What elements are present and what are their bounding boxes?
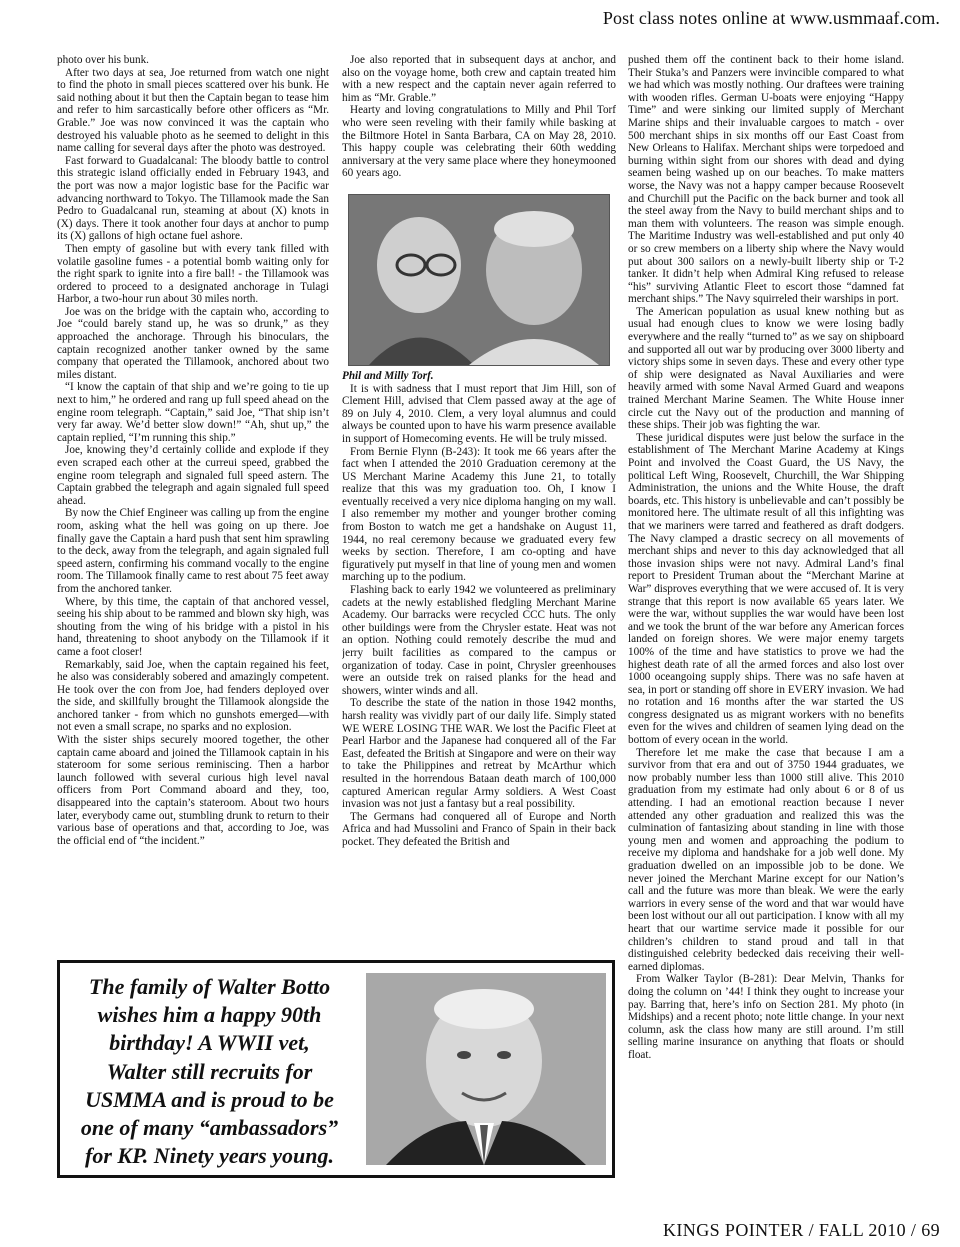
message-line: wishes him a happy 90th — [97, 1002, 322, 1028]
paragraph: Then empty of gasoline but with every tank filled with volatile gasoline fumes - a potential bomb waiting only for the right spark to ignite into a fire ball! - the Tillamook was ordered to proceed to a designated anchorage in Tulagi Harbor, a two-hour run about 30 miles north. — [57, 242, 329, 306]
torf-photo-image — [349, 195, 609, 365]
header-note: Post class notes online at www.usmmaaf.com. — [602, 8, 940, 28]
botto-photo-image — [366, 973, 606, 1165]
walter-botto-photo — [366, 973, 606, 1165]
paragraph: Joe was on the bridge with the captain who, according to Joe “could barely stand up, he was so drunk,” as they approached the anchorage. Through his binoculars, the captain recognized another tanker owned by the same company that operated the Tillamook, anchored about two miles distant. — [57, 305, 329, 381]
column-2 — [342, 54, 616, 944]
birthday-message — [72, 973, 347, 1170]
paragraph: After two days at sea, Joe returned from watch one night to find the photo in small pieces scattered over his bunk. He said nothing about it but then the Captain began to tease him and refer to him sarcastically before other officers as “Mr. Grable.” Joe was now convinced it was the captain who destroyed his valuable photo as he seemed to delight in this name calling for several days after the photo was destroyed. — [57, 66, 329, 155]
paragraph: With the sister ships securely moored together, the other captain came aboard and joined the Tillamook captain in his stateroom for some serious reminiscing. Then a harbor launch followed with several curious high level naval officers from Port Command aboard and they, too, disappeared into the captain’s stateroom. About two hours later, everybody came out, stumbling drunk to return to their various base of operations and that, according to Joe, was the official end of “the incident.” — [57, 734, 329, 847]
paragraph: photo over his bunk. — [57, 54, 149, 66]
message-line: The family of Walter Botto — [88, 974, 331, 999]
message-line: Walter still recruits for — [106, 1058, 313, 1084]
paragraph: To describe the state of the nation in those 1942 months, harsh reality was vividly part of our daily life. Simply stated WE WERE LOSING THE WAR. We lost the Pacific Fleet at Pearl Harbor and the Japanese had conquered all of the Far East, defeated the British at Singapore and were on their way to take the Philippines and retreat by McArthur which resulted in the horrendous Bataan death march of 100,000 captured American regular Army soldiers. A West Coast invasion was not just a fantasy but a real possibility. — [342, 697, 616, 811]
paragraph: Flashing back to early 1942 we volunteered as preliminary cadets at the newly established fledgling Merchant Marine Academy. Our barracks were recycled CCC huts. The only other buildings were from the Chrysler estate. Heat was not an option. Nothing could remotely describe the mud and jerry built facilities as compared to the campus or organization of today. Case in point, Chrysler greenhouses were an outside trek on raised planks for the head and showers, winter winds and all. — [342, 584, 616, 697]
paragraph: Remarkably, said Joe, when the captain regained his feet, he also was considerably sobered and amazingly competent. He took over the con from Joe, had fenders deployed over the side, and skillfully brought the Tillamook alongside the anchored tanker - from which no gunshots emerged—with not even a small scrape, no sparks and no explosion. — [57, 658, 329, 734]
paragraph: The Germans had conquered all of Europe and North Africa and had Mussolini and Franco of Spain in their back pocket. They defeated the British and — [342, 810, 616, 848]
column-1 — [57, 54, 329, 949]
paragraph: “I know the captain of that ship and we’re going to tie up next to him,” he ordered and rang up full speed ahead on the engine room telegraph. “Captain,” said Joe, “That ship isn’t very far away. We’d better slow down!” “Ah, shut up,” the captain replied, “I’m running this ship.” — [57, 381, 329, 444]
page-footer: KINGS POINTER / FALL 2010 / 69 — [663, 1220, 940, 1240]
paragraph: From Bernie Flynn (B-243): It took me 66 years after the fact when I attended the 2010 Graduation ceremony at the US Merchant Marine Academy this June 21, to totally realize that this was my graduation too. Oh, I know I eventually received a very nice diploma hanging on my wall. I also remember my mother and younger brother coming from Boston to watch me get a handshake on August 11, 1944, no real ceremony because we graduated every few weeks by section. Therefore, I am co-opting and have figuratively put myself in that line of young men and women marching up to the podium. — [342, 445, 616, 584]
message-line: one of many “ambassadors” — [80, 1115, 339, 1141]
paragraph: It is with sadness that I must report that Jim Hill, son of Clement Hill, advised that Clem passed away at the age of 89 on July 4, 2010. Clem, a very loyal alumnus and could always be counted upon to have his warm presence available in support of Homecoming events. He will be truly missed. — [342, 382, 616, 445]
paragraph: These juridical disputes were just below the surface in the establishment of The Merchant Marine Academy at Kings Point and involved the Coast Guard, the US Navy, the political Left Wing, Roosevelt, Churchill, the War Shipping Administration, the unions and the White House, the draft boards, etc. This history is unbelievable and can’t possibly be monitored here. The ultimate result of all this infighting was that we mariners were tarred and feathered as draft dodgers. The Navy clamped a drastic secrecy on all movements of merchant ships and never to this day acknowledged that all those invasion ships were not navy. Admiral Land’s final report to President Truman about the “Merchant Marine at War” disproves everything that we were accused of. It is very strange that this report is now available 65 years later. We were the war, without supplies the war would have been lost and we took the brunt of the war before any American forces landed on foreign shores. We were major enemy targets 100% of the time and have statistics to prove we had the highest death rate of all the armed forces and also lost over 1000 oceangoing supply ships. There was no safe haven at sea, in port or standing off shore in EVERY invasion. We had no rotation and 16 months after the war started the US congress designated us as migrant workers with no benefits even for the wives and children of seamen lying dead on the bottom of every ocean in the world. — [628, 431, 904, 747]
paragraph: Fast forward to Guadalcanal: The bloody battle to control this strategic island officially ended in February 1943, and the port was now a major logistic base for the Pacific war advancing northward to Tokyo. The Tillamook made the San Pedro to Guadalcanal run, steaming at about (X) knots in (X) days. There it took another four days at anchor to pump its (X) gallons of high octane fuel ashore. — [57, 154, 329, 243]
paragraph: Hearty and loving congratulations to Milly and Phil Torf who were seen reveling with their family while basking at the Biltmore Hotel in Santa Barbara, CA on May 28, 2010. This happy couple was celebrating their 60th wedding anniversary at the very same place where they honeymooned 60 years ago. — [342, 104, 616, 180]
torf-couple-photo — [348, 194, 610, 366]
paragraph: Therefore let me make the case that because I am a survivor from that era and out of 3750 1944 graduates, we now probably number less than 1000 still alive. This 2010 graduation from my estimate had only about 6 or 8 of us attending. I had an emotional reaction because I never attended any other graduation and realized this was the culmination of fantasizing about standing in line with those young men and women and approaching the podium to receive my diploma and handshake for a job well done. My graduation dwelled on an impossible job to be done. We never joined the Merchant Marine except for our Nation’s call and the future was more than bleak. We were the early warriors in every sense of the word and that war would have been lost without our all out participation. I know with all my heart that our wartime service made it possible for our children’s children to stand proud and tall in that distinguished celebrity bedecked dais receiving their well-earned diplomas. — [628, 746, 904, 973]
message-line: USMMA and is proud to be — [85, 1086, 334, 1112]
message-line: birthday! A WWII vet, — [109, 1030, 310, 1056]
paragraph: pushed them off the continent back to their home island. Their Stuka’s and Panzers were invincible compared to what we had which was mostly nothing. Our draftees were training with wooden rifles. German U-boats were enjoying “Happy Time” and were sinking our limited supply of Merchant Marine ships and their invaluable cargoes to match - over 500 merchant ships in six months off our East Coast from New Orleans to Halifax. Merchant ships were torpedoed and burning within sight from our shores with dead and dying seamen being washed up on our beaches. To make matters worse, the Navy was not a happy camper because Roosevelt and Churchill put the Pacific on the back burner and took all the steel away from the Navy to build merchant ships and to man them with volunteers. The reason was simple enough. The Maritime Industry was well-established and put only 40 or so crew members on a liberty ship where the Navy would put about 300 sailors on a newly-built liberty ship or T-2 tanker. It didn’t help when Admiral King refused to release “his” surviving Atlantic Fleet to escort those “damned fat merchant ships.” The Navy squirreled their warships in port. — [628, 54, 904, 306]
message-line: for KP. Ninety years young. — [85, 1143, 334, 1169]
paragraph: By now the Chief Engineer was calling up from the engine room, asking what the hell was going on up there. Joe finally gave the Captain a hard push that sent him sprawling to the deck, away from the telegraph, and again signaled full speed astern, confirming his command vocally to the engine room. The Tillamook finally came to rest about 75 feet away from the anchored tanker. — [57, 507, 329, 595]
photo-caption: Phil and Milly Torf. — [342, 369, 434, 382]
paragraph: The American population as usual knew nothing but as usual had enough clues to know we were losing badly everywhere and the really “turned to” as we say on shipboard and supported all out war by producing over 3000 liberty and victory ships some in seven days. These and every other type of ship were designated as Naval Auxiliaries and were heavily armed with some Naval Armed Guard and weapons trained Merchant Marine Seamen. The White House inner circle cut the Navy out of the production and manning of these ships. Their job was fighting the war. — [628, 305, 904, 432]
paragraph: From Walker Taylor (B-281): Dear Melvin, Thanks for doing the column on ’44! I think they ought to increase your pay. Barring that, here’s info on Section 281. My photo (in Midships) and a recent photo; note little change. In your next column, ask the class how many are still around. I’m still selling marine insurance on anything that floats or should float. — [628, 973, 904, 1061]
paragraph: Joe also reported that in subsequent days at anchor, and also on the voyage home, both crew and captain treated him with a new respect and the captain never again referred to him as “Mr. Grable.” — [342, 54, 616, 104]
birthday-announcement-box — [57, 960, 615, 1178]
paragraph: Joe, knowing they’d certainly collide and explode if they even scraped each other at the curreui speed, grabbed the engine room telegraph and signaled full speed astern. The Captain grabbed the telegraph and again signaled full speed ahead. — [57, 444, 329, 507]
column-3 — [628, 54, 904, 1187]
paragraph: Where, by this time, the captain of that anchored vessel, seeing his ship about to be rammed and blown sky high, was shouting from the wing of his bridge with a pistol in his hand, threatening to shoot anybody on the Tillamook if it came a foot closer! — [57, 595, 329, 658]
